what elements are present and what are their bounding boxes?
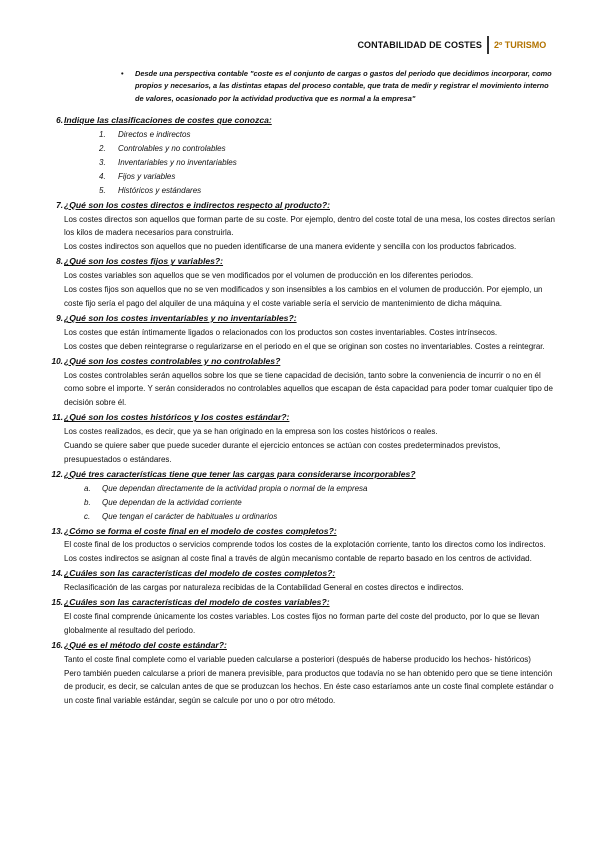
question-heading [47,199,557,213]
list-item-letter: b. [84,497,91,507]
answer-paragraph: Cuando se quiere saber que puede suceder durante el ejercicio entonces se actúan con costes predeterminados previstos, presupuestados o estándares. [64,441,501,464]
answer-paragraph: Los costes indirectos se asignan al coste final a través de algún mecanismo contable de reparto basado en los centros de actividad. [64,554,532,564]
list-item-letter: a. [84,483,91,493]
question-number: 11. [52,412,63,423]
list-item [84,510,557,524]
question-title: ¿Qué son los costes inventariables y no inventariables?: [64,312,297,323]
answer-paragraph: Los costes fijos son aquellos que no se ven modificados y son insensibles a los cambios en el volumen de producción. Por ejemplo, un coste fijo sería el pago del alquiler de una máquina y el coste variable sería el servicio de mantenimiento de dicha máquina. [64,285,543,308]
question-block [47,468,557,524]
list-item-letter: c. [84,511,91,521]
answer-paragraph: Los costes directos son aquellos que forman parte de su coste. Por ejemplo, dentro del coste total de una mesa, los costes directos serían los kilos de madera necesarios para construirla. [64,214,555,238]
question-number: 14. [51,568,63,579]
answer-paragraph: Los costes que deben reintegrarse o regularizarse en el periodo en el que se originan son costes no inventariables. Costes a reintegrar. [64,341,545,351]
question-block [47,355,557,411]
question-title: ¿Qué es el método del coste estándar?: [64,639,227,650]
question-block [47,312,557,354]
question-heading [47,639,557,653]
answer-paragraph: Los costes realizados, es decir, que ya se han originado en la empresa son los costes históricos o reales. [64,427,438,437]
list-item-text: Que tengan el carácter de habituales u ordinarios [102,511,278,521]
question-number: 12. [51,468,63,479]
definition-bullet: • Desde una perspectiva contable "coste es el conjunto de cargas o gastos del periodo que decidimos incorporar, como propios y necesarios, a las distintas etapas del proceso contable, que trata de medir y registrar el movimiento interno de valores, ocasionado por la actividad productiva que es normal a la empresa" [122,68,557,105]
list-item-number: 2. [99,144,106,154]
list-item-number: 3. [99,157,106,167]
question-number: 6. [56,115,63,126]
list-item-number: 1. [99,130,106,140]
answer-paragraph: El coste final de los productos o servicios comprende todos los costes de la explotación corriente, tanto los directos como los indirectos. [64,540,546,550]
list-item [84,496,557,510]
question-title: ¿Qué son los costes controlables y no controlables? [64,355,281,366]
question-title: Indique las clasificaciones de costes que conozca: [64,115,272,126]
characteristics-list [47,482,557,524]
question-heading [47,355,557,369]
question-heading [47,468,557,482]
question-title: ¿Qué son los costes fijos y variables?: [64,256,224,267]
list-item-text: Inventariables y no inventariables [118,157,237,167]
answer-paragraph: Tanto el coste final complete como el variable pueden calcularse a posteriori (después de haberse producido los hechos- históricos) [64,654,531,664]
question-heading [47,114,557,128]
classification-list [47,128,557,198]
question-block [47,525,557,567]
question-block [47,596,557,638]
question-number: 7. [56,199,63,210]
question-heading [47,411,557,425]
answer-paragraph: Reclasificación de las cargas por naturaleza recibidas de la Contabilidad General en costes directos e indirectos. [64,583,464,593]
list-item [99,156,557,170]
question-title: ¿Cuáles son las características del modelo de costes completos?: [64,568,336,579]
question-number: 8. [56,256,63,267]
list-item [99,128,557,142]
answer-paragraph: Los costes indirectos son aquellos que no pueden identificarse de una manera evidente y sencilla con los productos fabricados. [64,242,517,252]
answer-paragraph: Los costes controlables serán aquellos sobre los que se tiene capacidad de decisión, tanto sobre la conveniencia de incurrir o no en él como sobre el importe. Y serán considerados no controlables aquellos que escapan de ésta capacidad para poder tomar cualquier tipo de decisión sobre él. [64,370,553,408]
question-block [47,255,557,311]
list-item-number: 5. [99,185,106,195]
list-item-text: Históricos y estándares [118,185,202,195]
list-item-number: 4. [99,171,106,181]
header-title: CONTABILIDAD DE COSTES [357,40,482,50]
page-header [357,35,599,55]
list-item-text: Que dependan directamente de la actividad propia o normal de la empresa [102,483,368,493]
question-title: ¿Qué son los costes directos e indirectos respecto al producto?: [64,199,330,210]
list-item-text: Que dependan de la actividad corriente [102,497,242,507]
question-block [47,411,557,467]
list-item [99,184,557,198]
answer-paragraph: Los costes que están íntimamente ligados o relacionados con los productos son costes inventariables. Costes intrínsecos. [64,327,498,337]
list-item [99,170,557,184]
question-heading [47,312,557,326]
answer-paragraph: Los costes variables son aquellos que se ven modificados por el volumen de producción en los diferentes periodos. [64,271,474,281]
answer-paragraph: Pero también pueden calcularse a priori de manera previsible, para productos que todavía no se han obtenido pero que se tiene intención de producir, es decir, se calculan antes de que se produzcan los hechos. En éste caso estaríamos ante un coste final complete estándar o un coste final variable estándar, según se calcule por uno o por otro método. [64,668,554,706]
question-title: ¿Cuáles son las características del modelo de costes variables?: [64,597,330,608]
question-block [47,114,557,197]
question-title: ¿Cómo se forma el coste final en el modelo de costes completos?: [64,525,337,536]
question-heading [47,255,557,269]
list-item [84,482,557,496]
question-block [47,567,557,595]
question-title: ¿Qué son los costes históricos y los costes estándar?: [64,412,290,423]
question-block [47,199,557,255]
list-item [99,142,557,156]
question-number: 13. [51,525,63,536]
header-subtitle: 2º TURISMO [494,40,547,50]
question-heading [47,525,557,539]
question-heading [47,596,557,610]
question-number: 15. [51,597,63,608]
question-number: 16. [51,639,63,650]
question-title: ¿Qué tres características tiene que tener las cargas para considerarse incorporables? [64,468,416,479]
list-item-text: Controlables y no controlables [118,144,226,154]
question-number: 9. [56,312,63,323]
question-block [47,639,557,709]
list-item-text: Directos e indirectos [118,130,191,140]
question-heading [47,567,557,581]
question-number: 10. [51,355,63,366]
list-item-text: Fijos y variables [118,171,176,181]
document-body [47,68,557,708]
answer-paragraph: El coste final comprende únicamente los costes variables. Los costes fijos no forman parte del coste del producto, por lo que se llevan globalmente al resultado del periodo. [64,611,540,635]
